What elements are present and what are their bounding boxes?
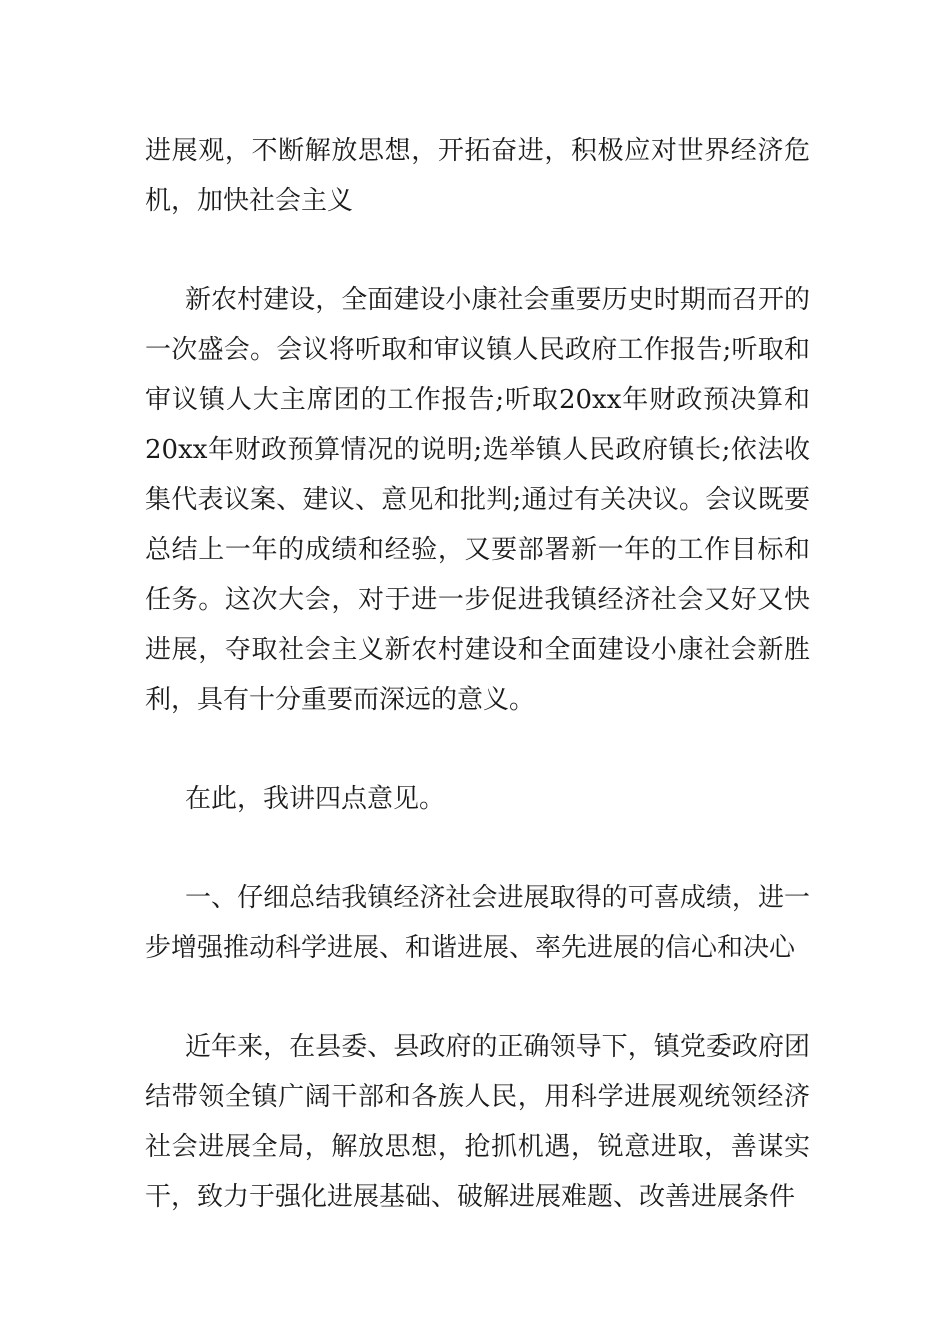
paragraph-four-points: 在此，我讲四点意见。 [185,784,446,814]
paragraph-recent-years: 近年来，在县委、县政府的正确领导下，镇党委政府团结带领全镇广阔干部和各族人民，用科学进展观统领经济社会进展全局，解放思想，抢抓机遇，锐意进取，善谋实干，致力于强化进展基础、破解进展难题、改善进展条件 [145,1032,810,1212]
paragraph-meeting-overview: 新农村建设，全面建设小康社会重要历史时期而召开的一次盛会。会议将听取和审议镇人民政府工作报告;听取和审议镇人大主席团的工作报告;听取20xx年财政预决算和20xx年财政预算情况的说明;选举镇人民政府镇长;依法收集代表议案、建议、意见和批判;通过有关决议。会议既要总结上一年的成绩和经验，又要部署新一年的工作目标和任务。这次大会，对于进一步促进我镇经济社会又好又快进展，夺取社会主义新农村建设和全面建设小康社会新胜利，具有十分重要而深远的意义。 [145,285,810,715]
section-heading-one: 一、仔细总结我镇经济社会进展取得的可喜成绩，进一步增强推动科学进展、和谐进展、率先进展的信心和决心 [145,883,810,963]
document-page [145,126,810,1222]
paragraph-continuation: 进展观，不断解放思想，开拓奋进，积极应对世界经济危机，加快社会主义 [145,136,810,216]
